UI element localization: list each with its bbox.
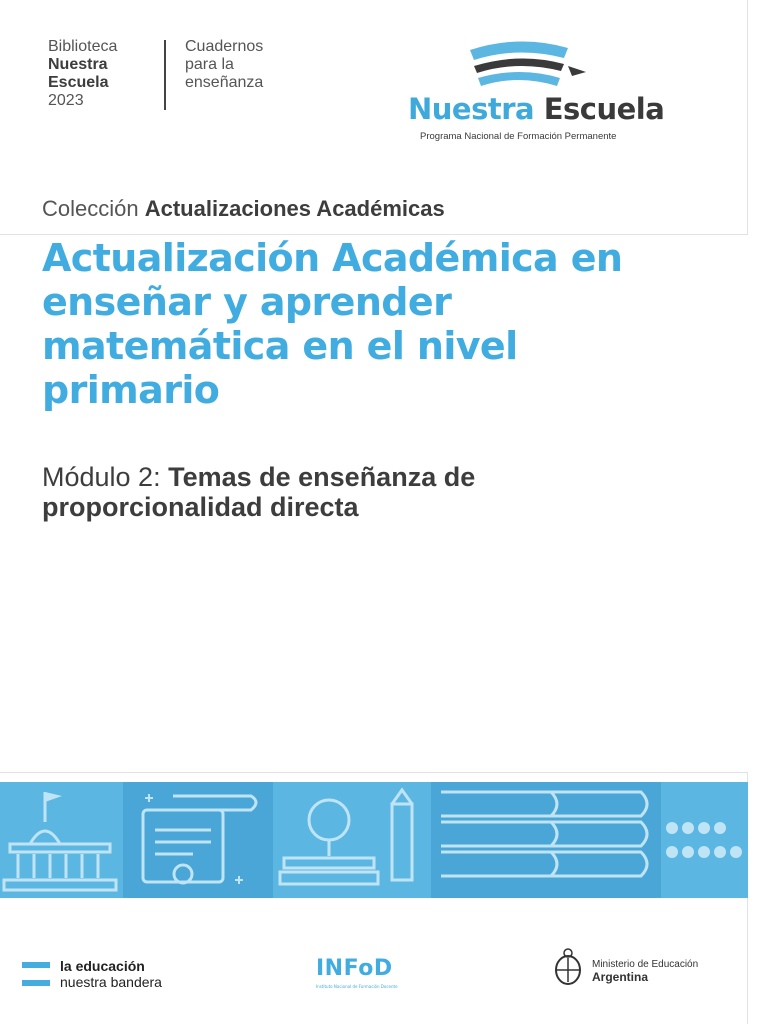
slogan-line-1: la educación (60, 958, 145, 974)
library-line-3: Escuela (48, 74, 109, 91)
module-heading (42, 462, 662, 522)
cuadernos-line-1: Cuadernos (185, 38, 264, 55)
dots-icon (662, 782, 748, 898)
slogan-line-2: nuestra bandera (60, 974, 162, 990)
ministry-line-1: Ministerio de Educación (592, 959, 699, 970)
header-separator (164, 40, 166, 110)
logo-word-1: Nuestra (408, 92, 535, 126)
collection-name: Actualizaciones Académicas (144, 196, 445, 221)
collection-prefix: Colección (42, 196, 139, 221)
argentina-flag-icon (22, 962, 50, 991)
page-title: Actualización Académica en enseñar y aprender matemática en el nivel primario (42, 236, 623, 412)
diploma-icon (123, 782, 273, 898)
library-year: 2023 (48, 92, 84, 109)
globe-icon (274, 782, 430, 898)
module-prefix: Módulo 2: (42, 462, 161, 492)
books-icon (431, 782, 661, 898)
building-icon (0, 782, 122, 898)
header-divider (0, 234, 748, 235)
library-label (48, 38, 117, 110)
cuadernos-line-3: enseñanza (185, 74, 264, 91)
ministry-line-2: Argentina (592, 970, 649, 984)
logo-word-2: Escuela (543, 92, 665, 126)
logo-subtitle: Programa Nacional de Formación Permanente (420, 131, 617, 142)
national-seal-icon (552, 948, 584, 988)
collection-label (42, 196, 445, 222)
infod-logo: INFoD (316, 956, 393, 981)
module-name: Temas de enseñanza de proporcionalidad directa (42, 462, 476, 522)
ministry-label (592, 958, 698, 984)
footer-divider (0, 772, 748, 773)
library-line-2: Nuestra (48, 56, 108, 73)
slogan (60, 958, 162, 990)
cuadernos-label (185, 38, 263, 92)
infod-subtitle: Instituto Nacional de Formación Docente (316, 984, 398, 989)
library-line-1: Biblioteca (48, 38, 118, 55)
header-edge (747, 0, 748, 235)
cuadernos-line-2: para la (185, 56, 234, 73)
logo-wordmark (408, 92, 664, 126)
illustration-band (0, 782, 748, 898)
nuestra-escuela-logo-icon (460, 36, 600, 96)
